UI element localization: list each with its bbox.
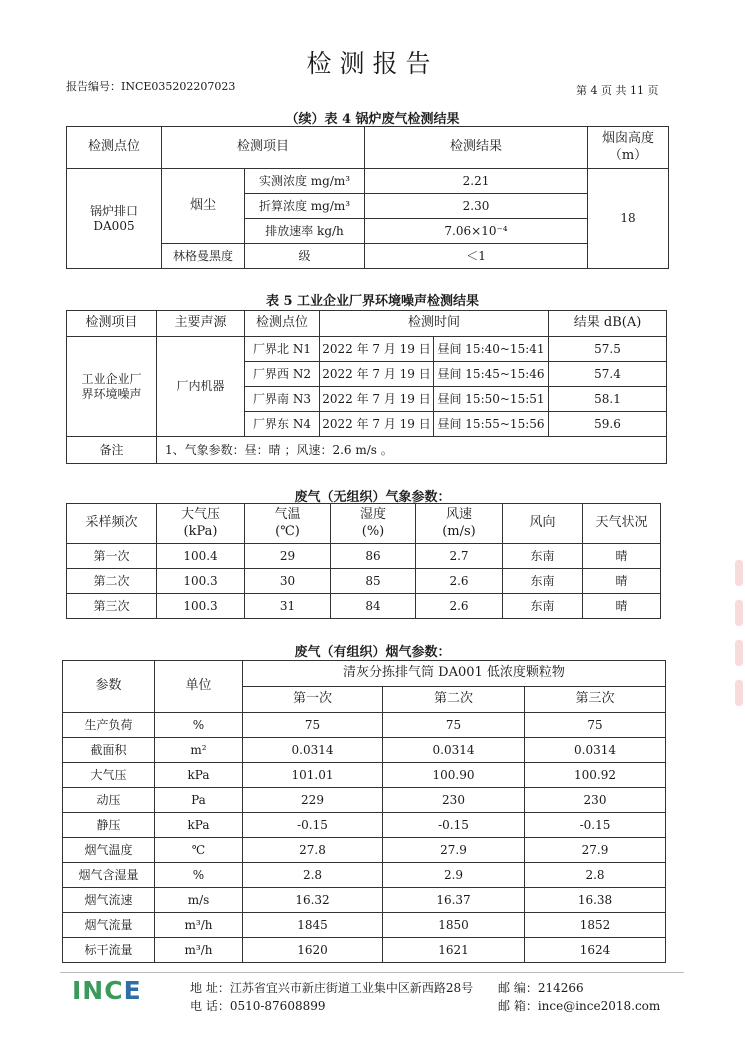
note-label: 备注 [67,437,157,464]
header-unit: (℃) [275,523,300,539]
value-cell: 2.8 [525,863,666,888]
header-cell: 结果 dB(A) [549,311,667,337]
point-cell [67,169,162,269]
value-cell: 27.8 [243,838,383,863]
date-cell: 2022 年 7 月 19 日 [320,362,434,387]
value-cell: 27.9 [383,838,525,863]
param-cell: 烟气流量 [63,913,155,938]
param-cell: 烟气流速 [63,888,155,913]
cell: 第三次 [67,594,157,619]
table-row [63,838,666,863]
item-cell: 排放速率 kg/h [245,219,365,244]
value-cell: 0.0314 [525,738,666,763]
unit-cell: m³/h [155,913,243,938]
value-cell: 16.37 [383,888,525,913]
cell: 100.4 [157,544,245,569]
unit-cell: ℃ [155,838,243,863]
param-cell: 静压 [63,813,155,838]
header-cell: 检测点位 [245,311,320,337]
group-cell: 烟尘 [162,169,245,244]
unit-cell: kPa [155,813,243,838]
value-cell: 1850 [383,913,525,938]
table-row [63,938,666,963]
result-cell: 2.21 [365,169,588,194]
stamp-edge [735,640,743,666]
header-cell [67,504,157,544]
table-row [67,337,667,362]
value-cell: 0.0314 [383,738,525,763]
value-cell: 230 [525,788,666,813]
table-row [63,738,666,763]
value-cell: 1621 [383,938,525,963]
table-row [63,863,666,888]
value-cell: -0.15 [243,813,383,838]
chimney-cell: 18 [588,169,669,269]
logo-text-accent: E [123,976,142,1005]
item-cell: 折算浓度 mg/m³ [245,194,365,219]
param-cell: 烟气温度 [63,838,155,863]
time-cell: 昼间 15:40~15:41 [434,337,549,362]
cell: 晴 [583,594,661,619]
value-cell: 27.9 [525,838,666,863]
unit-cell: kPa [155,763,243,788]
header-cell [331,504,416,544]
time-cell: 昼间 15:55~15:56 [434,412,549,437]
header-cell: 检测项目 [67,311,157,337]
flue-body [63,713,666,963]
param-cell: 大气压 [63,763,155,788]
header-cell: 清灰分拣排气筒 DA001 低浓度颗粒物 [243,661,666,687]
value-cell: 1845 [243,913,383,938]
footer-phone: 电 话：0510-87608899 [190,999,326,1013]
value-cell: 2.8 [243,863,383,888]
point-name: 锅炉排口 [89,203,138,218]
value-cell: 75 [243,713,383,738]
header-text: 天气状况 [595,515,648,531]
value-cell: 0.0314 [243,738,383,763]
header-cell: 烟囱高度（m） [588,127,669,169]
header-text: 气温 [274,507,301,523]
stamp-edge [735,560,743,586]
stamp-edge [735,680,743,706]
value-cell: 1624 [525,938,666,963]
header-cell: 检测时间 [320,311,549,337]
header-cell: 第三次 [525,687,666,713]
source-cell: 厂内机器 [157,337,245,437]
value-cell: 1852 [525,913,666,938]
header-unit: (%) [361,523,385,539]
header-text: 采样频次 [85,515,138,531]
point-code: DA005 [93,218,135,233]
value-cell: 16.32 [243,888,383,913]
header-cell: 第二次 [383,687,525,713]
result-cell: 57.4 [549,362,667,387]
result-cell: 2.30 [365,194,588,219]
table-header-row [63,661,666,687]
table5 [66,310,667,464]
table-row [67,569,661,594]
unit-cell: % [155,863,243,888]
date-cell: 2022 年 7 月 19 日 [320,337,434,362]
param-cell: 截面积 [63,738,155,763]
cell: 100.3 [157,569,245,594]
header-cell: 检测点位 [67,127,162,169]
table-row [67,544,661,569]
header-cell: 主要声源 [157,311,245,337]
footer-address: 地 址：江苏省宜兴市新庄街道工业集中区新西路28号 [190,981,474,995]
value-cell: 100.90 [383,763,525,788]
header-unit: (m/s) [442,523,476,539]
table4 [66,126,669,269]
date-cell: 2022 年 7 月 19 日 [320,412,434,437]
cell: 东南 [503,594,583,619]
cell: 100.3 [157,594,245,619]
report-number: 报告编号：INCE035202207023 [66,80,236,93]
footer-email: 邮 箱：ince@ince2018.com [498,999,661,1013]
point-cell: 厂界南 N3 [245,387,320,412]
ringelmann-unit: 级 [245,244,365,269]
date-cell: 2022 年 7 月 19 日 [320,387,434,412]
stamp-edge [735,600,743,626]
table-row [63,888,666,913]
table-row [63,913,666,938]
header-cell [245,504,331,544]
point-cell: 厂界东 N4 [245,412,320,437]
header-cell: 单位 [155,661,243,713]
header-cell [416,504,503,544]
table-header-row [67,311,667,337]
header-text: 大气压 [180,507,220,523]
cell: 84 [331,594,416,619]
value-cell: 1620 [243,938,383,963]
item-cell: 实测浓度 mg/m³ [245,169,365,194]
header-cell [157,504,245,544]
ringelmann-label: 林格曼黑度 [162,244,245,269]
page-indicator: 第 4 页 共 11 页 [576,84,659,97]
param-cell: 动压 [63,788,155,813]
value-cell: 100.92 [525,763,666,788]
value-cell: 101.01 [243,763,383,788]
table-header-row [67,504,661,544]
result-cell: 58.1 [549,387,667,412]
table-header-row [67,127,669,169]
table-row [67,169,669,194]
header-cell: 第一次 [243,687,383,713]
result-cell: 57.5 [549,337,667,362]
unit-cell: Pa [155,788,243,813]
cell: 2.7 [416,544,503,569]
cell: 29 [245,544,331,569]
cell: 东南 [503,569,583,594]
time-cell: 昼间 15:45~15:46 [434,362,549,387]
header-text: 风速 [445,507,472,523]
weather-table [66,503,661,619]
header-unit: (kPa) [183,523,218,539]
cell: 晴 [583,544,661,569]
weather-caption: 废气（无组织）气象参数： [294,490,451,505]
item-cell [67,337,157,437]
cell: 2.6 [416,594,503,619]
cell: 晴 [583,569,661,594]
flue-caption: 废气（有组织）烟气参数： [294,645,451,660]
value-cell: -0.15 [525,813,666,838]
point-cell: 厂界北 N1 [245,337,320,362]
unit-cell: m³/h [155,938,243,963]
cell: 86 [331,544,416,569]
cell: 东南 [503,544,583,569]
flue-table [62,660,666,963]
logo-text: INC [72,976,124,1005]
ringelmann-result: ＜1 [365,244,588,269]
cell: 30 [245,569,331,594]
item-text: 工业企业厂界环境噪声 [81,371,142,401]
cell: 2.6 [416,569,503,594]
cell: 第一次 [67,544,157,569]
header-cell: 检测结果 [365,127,588,169]
report-title: 检测报告 [306,49,439,78]
param-cell: 标干流量 [63,938,155,963]
value-cell: 2.9 [383,863,525,888]
note-row [67,437,667,464]
table-row [63,788,666,813]
table-row [63,713,666,738]
cell: 第二次 [67,569,157,594]
value-cell: -0.15 [383,813,525,838]
unit-cell: m² [155,738,243,763]
note-text: 1、气象参数：昼：晴 ；风速：2.6 m/s 。 [157,437,667,464]
value-cell: 75 [525,713,666,738]
param-cell: 烟气含湿量 [63,863,155,888]
result-cell: 59.6 [549,412,667,437]
unit-cell: % [155,713,243,738]
param-cell: 生产负荷 [63,713,155,738]
cell: 85 [331,569,416,594]
header-cell [583,504,661,544]
unit-cell: m/s [155,888,243,913]
value-cell: 230 [383,788,525,813]
footer-divider [60,972,684,973]
cell: 31 [245,594,331,619]
header-cell: 参数 [63,661,155,713]
header-text: 湿度 [359,507,386,523]
header-text: 风向 [529,515,556,531]
footer-postcode: 邮 编：214266 [498,981,584,995]
ince-logo [72,976,142,1005]
time-cell: 昼间 15:50~15:51 [434,387,549,412]
header-cell: 检测项目 [162,127,365,169]
table-row [67,594,661,619]
table-row [63,813,666,838]
value-cell: 75 [383,713,525,738]
value-cell: 16.38 [525,888,666,913]
table5-caption: 表 5 工业企业厂界环境噪声检测结果 [265,294,480,309]
table-row [63,763,666,788]
result-cell: 7.06×10⁻⁴ [365,219,588,244]
header-cell [503,504,583,544]
point-cell: 厂界西 N2 [245,362,320,387]
value-cell: 229 [243,788,383,813]
table4-caption: （续）表 4 锅炉废气检测结果 [285,112,460,127]
